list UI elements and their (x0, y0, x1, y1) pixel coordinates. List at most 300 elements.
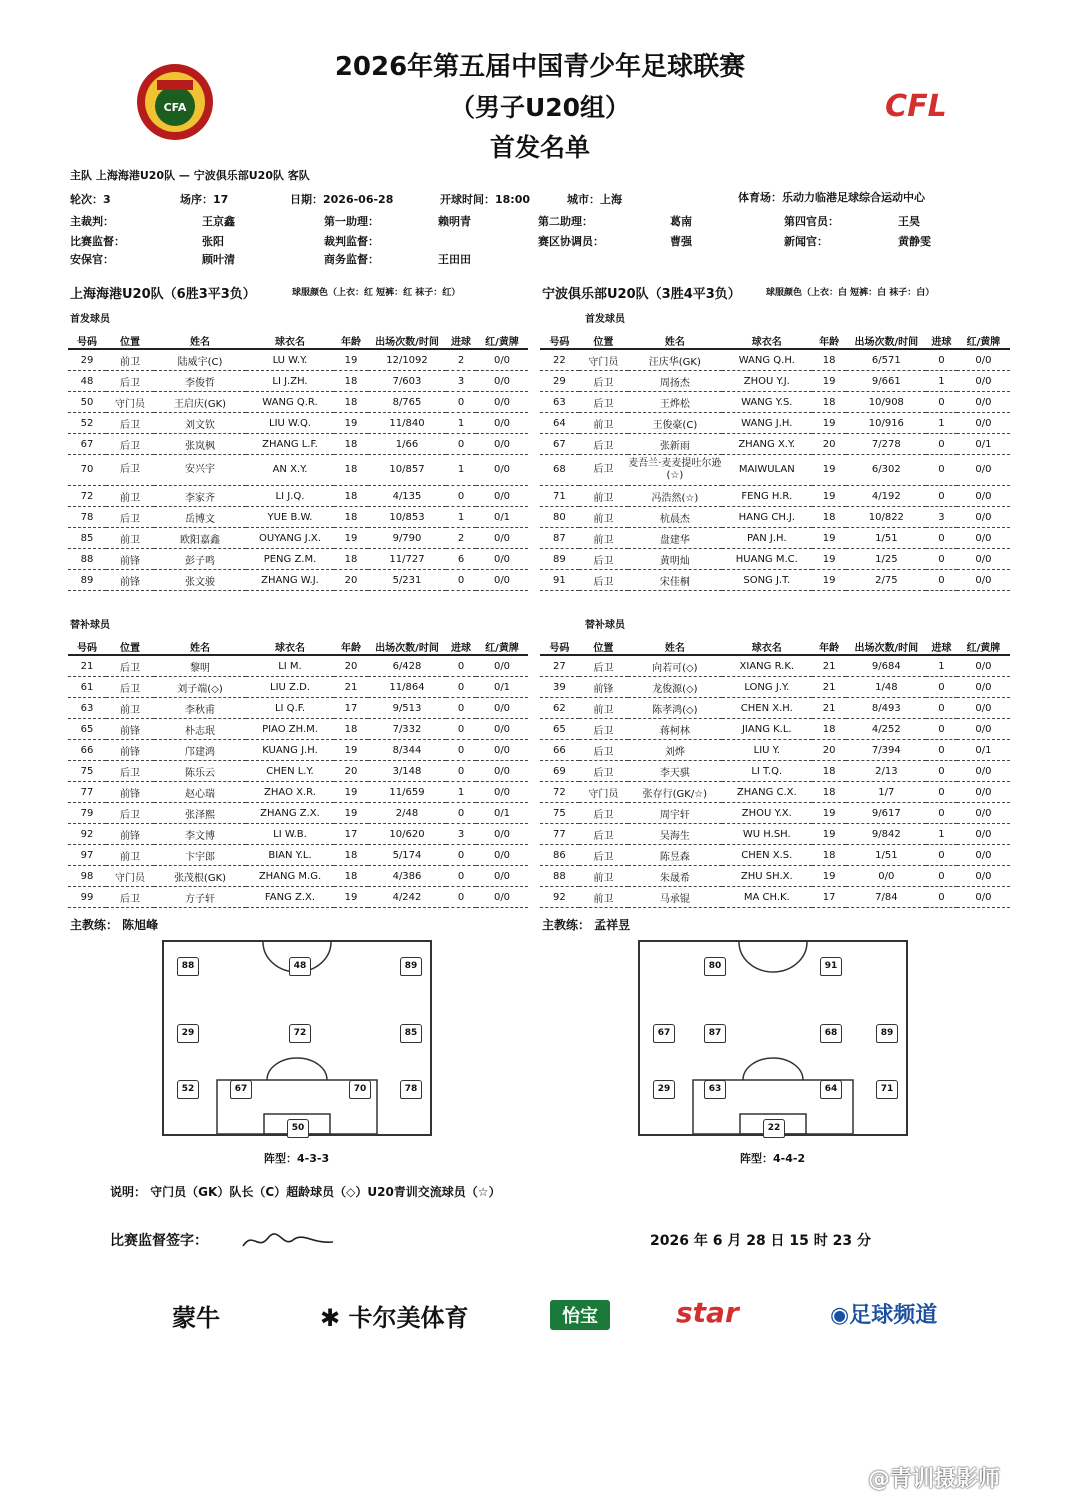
player-name: 张新雨 (628, 434, 722, 455)
player-age: 20 (812, 434, 847, 455)
player-age: 18 (334, 392, 368, 413)
player-name: 岳博文 (154, 507, 246, 528)
player-position: 前锋 (106, 740, 154, 761)
appearances: 7/278 (846, 434, 926, 455)
press-officer-label: 新闻官： (784, 235, 828, 248)
shirt-name: ZHOU Y.J. (722, 371, 812, 392)
player-jersey-icon: 80 (704, 957, 726, 976)
player-position: 后卫 (579, 824, 628, 845)
player-age: 18 (812, 782, 847, 803)
player-position: 前卫 (579, 413, 628, 434)
appearances: 1/48 (846, 677, 926, 698)
home-team-name: 上海海港U20队（6胜3平3负） (70, 287, 256, 302)
player-name: 冯浩然(☆) (628, 486, 722, 507)
column-header: 年龄 (812, 638, 847, 655)
player-row (540, 486, 1010, 507)
shirt-name: JIANG K.L. (722, 719, 812, 740)
player-age: 21 (812, 698, 847, 719)
goals: 0 (446, 655, 476, 677)
player-name: 杭晨杰 (628, 507, 722, 528)
goals: 0 (926, 434, 957, 455)
shirt-name: ZHANG L.F. (246, 434, 334, 455)
player-row (540, 507, 1010, 528)
column-header: 红/黄牌 (957, 332, 1010, 349)
player-position: 后卫 (106, 507, 154, 528)
player-name: 王烨松 (628, 392, 722, 413)
away-subs-table (540, 638, 1010, 908)
goals: 0 (926, 887, 957, 908)
cards: 0/0 (476, 455, 528, 486)
player-jersey-icon: 48 (289, 957, 311, 976)
player-number: 88 (68, 549, 106, 570)
player-row (68, 455, 528, 486)
shirt-name: WANG Q.H. (722, 349, 812, 371)
away-formation: 阵型：4-4-2 (740, 1152, 806, 1165)
goals: 0 (926, 486, 957, 507)
cards: 0/0 (957, 887, 1010, 908)
player-name: 黎明 (154, 655, 246, 677)
cards: 0/0 (476, 719, 528, 740)
player-age: 18 (812, 719, 847, 740)
player-number: 68 (540, 455, 579, 486)
player-name: 陈乐云 (154, 761, 246, 782)
cards: 0/0 (476, 434, 528, 455)
cards: 0/0 (957, 677, 1010, 698)
page-subtitle: （男子U20组） (449, 93, 631, 122)
cards: 0/0 (476, 761, 528, 782)
player-name: 邝建鸿 (154, 740, 246, 761)
player-position: 守门员 (579, 349, 628, 371)
shirt-name: ZHANG C.X. (722, 782, 812, 803)
goals: 0 (926, 698, 957, 719)
sponsor-star (676, 1296, 739, 1329)
goals: 2 (446, 349, 476, 371)
column-header: 年龄 (812, 332, 847, 349)
commercial-supervisor: 王田田 (438, 253, 471, 266)
city: 城市：上海 (567, 193, 622, 206)
security-officer: 顾叶清 (202, 253, 235, 266)
player-number: 62 (540, 698, 579, 719)
goals: 0 (446, 486, 476, 507)
appearances: 10/857 (368, 455, 446, 486)
goals: 0 (446, 866, 476, 887)
player-jersey-icon: 63 (704, 1080, 726, 1099)
cards: 0/0 (957, 655, 1010, 677)
player-row (540, 528, 1010, 549)
shirt-name: PAN J.H. (722, 528, 812, 549)
shirt-name: WANG Q.R. (246, 392, 334, 413)
player-position: 后卫 (106, 803, 154, 824)
appearances: 1/25 (846, 549, 926, 570)
column-header: 年龄 (334, 332, 368, 349)
player-name: 张文骏 (154, 570, 246, 591)
shirt-name: LU W.Y. (246, 349, 334, 371)
table-header (68, 638, 528, 655)
home-kit: 球服颜色（上衣：红 短裤：红 袜子：红） (292, 288, 461, 298)
player-age: 19 (812, 455, 847, 486)
player-name: 周扬杰 (628, 371, 722, 392)
cards: 0/0 (957, 455, 1010, 486)
appearances: 10/916 (846, 413, 926, 434)
player-jersey-icon: 64 (820, 1080, 842, 1099)
appearances: 6/302 (846, 455, 926, 486)
player-age: 18 (812, 761, 847, 782)
goals: 0 (926, 740, 957, 761)
appearances: 10/908 (846, 392, 926, 413)
appearances: 7/84 (846, 887, 926, 908)
player-position: 后卫 (579, 719, 628, 740)
player-number: 77 (540, 824, 579, 845)
player-number: 88 (540, 866, 579, 887)
cards: 0/0 (957, 349, 1010, 371)
sponsor-label: 怡宝 (562, 1306, 598, 1327)
player-number: 97 (68, 845, 106, 866)
shirt-name: LI T.Q. (722, 761, 812, 782)
player-age: 18 (334, 371, 368, 392)
appearances: 4/192 (846, 486, 926, 507)
appearances: 11/659 (368, 782, 446, 803)
player-name: 朱晟希 (628, 866, 722, 887)
player-position: 前锋 (106, 782, 154, 803)
player-row (540, 740, 1010, 761)
player-age: 19 (812, 486, 847, 507)
goals: 0 (926, 845, 957, 866)
player-name: 刘文钦 (154, 413, 246, 434)
player-name: 龙俊源(◇) (628, 677, 722, 698)
goals: 0 (926, 782, 957, 803)
player-name: 赵心瑞 (154, 782, 246, 803)
player-age: 20 (812, 740, 847, 761)
column-header: 出场次数/时间 (368, 638, 446, 655)
pitch-markings (640, 942, 906, 1134)
player-number: 79 (68, 803, 106, 824)
appearances: 5/231 (368, 570, 446, 591)
column-header: 球衣名 (246, 638, 334, 655)
player-name: 向若可(◇) (628, 655, 722, 677)
player-name: 王俊豪(C) (628, 413, 722, 434)
player-jersey-icon: 29 (653, 1080, 675, 1099)
player-row (540, 677, 1010, 698)
shirt-name: HUANG M.C. (722, 549, 812, 570)
goals: 0 (926, 549, 957, 570)
appearances: 9/661 (846, 371, 926, 392)
player-age: 18 (812, 845, 847, 866)
column-header: 姓名 (154, 638, 246, 655)
goals: 0 (926, 677, 957, 698)
goals: 0 (926, 392, 957, 413)
player-row (540, 434, 1010, 455)
player-row (68, 434, 528, 455)
player-position: 前卫 (579, 698, 628, 719)
player-number: 70 (68, 455, 106, 486)
column-header: 号码 (540, 638, 579, 655)
player-position: 后卫 (106, 434, 154, 455)
player-position: 后卫 (579, 549, 628, 570)
appearances: 1/51 (846, 845, 926, 866)
cards: 0/0 (476, 866, 528, 887)
column-header: 红/黄牌 (476, 332, 528, 349)
player-jersey-icon: 70 (349, 1080, 371, 1099)
player-position: 后卫 (579, 761, 628, 782)
home-coach: 主教练： 陈旭峰 (70, 918, 159, 932)
cards: 0/1 (476, 803, 528, 824)
player-age: 19 (334, 782, 368, 803)
shirt-name: LI Q.F. (246, 698, 334, 719)
shirt-name: CHEN X.H. (722, 698, 812, 719)
column-header: 姓名 (154, 332, 246, 349)
player-position: 后卫 (106, 371, 154, 392)
appearances: 7/394 (846, 740, 926, 761)
player-jersey-icon: 85 (400, 1024, 422, 1043)
appearances: 0/0 (846, 866, 926, 887)
player-row (540, 392, 1010, 413)
player-position: 守门员 (579, 782, 628, 803)
player-row (68, 349, 528, 371)
cards: 0/0 (957, 866, 1010, 887)
goals: 0 (926, 803, 957, 824)
sponsor-mengniu (172, 1298, 220, 1333)
coordinator-label: 赛区协调员： (538, 235, 604, 248)
player-jersey-icon: 91 (820, 957, 842, 976)
appearances: 10/822 (846, 507, 926, 528)
player-jersey-icon: 88 (177, 957, 199, 976)
shirt-name: SONG J.T. (722, 570, 812, 591)
watermark: @青训摄影师 (868, 1467, 1001, 1492)
player-row (540, 803, 1010, 824)
cards: 0/0 (476, 845, 528, 866)
column-header: 球衣名 (722, 638, 812, 655)
shirt-name: ZHANG X.Y. (722, 434, 812, 455)
player-row (68, 845, 528, 866)
player-age: 17 (334, 698, 368, 719)
shirt-name: LONG J.Y. (722, 677, 812, 698)
column-header: 号码 (68, 638, 106, 655)
player-name: 方子轩 (154, 887, 246, 908)
player-number: 22 (540, 349, 579, 371)
player-name: 卞宇郎 (154, 845, 246, 866)
player-position: 前卫 (106, 528, 154, 549)
player-row (68, 824, 528, 845)
shirt-name: CHEN L.Y. (246, 761, 334, 782)
player-position: 前卫 (106, 845, 154, 866)
player-row (68, 392, 528, 413)
player-number: 29 (68, 349, 106, 371)
player-name: 宋佳桐 (628, 570, 722, 591)
player-position: 前卫 (579, 486, 628, 507)
ar2: 葛南 (670, 215, 692, 228)
shirt-name: FANG Z.X. (246, 887, 334, 908)
shirt-name: WANG Y.S. (722, 392, 812, 413)
cards: 0/0 (957, 413, 1010, 434)
shirt-name: BIAN Y.L. (246, 845, 334, 866)
goals: 0 (446, 570, 476, 591)
appearances: 2/13 (846, 761, 926, 782)
sign-datetime: 2026 年 6 月 28 日 15 时 23 分 (650, 1233, 872, 1249)
player-age: 18 (334, 549, 368, 570)
goals: 2 (446, 528, 476, 549)
player-age: 18 (812, 507, 847, 528)
ar2-label: 第二助理： (538, 215, 593, 228)
player-number: 75 (540, 803, 579, 824)
shirt-name: YUE B.W. (246, 507, 334, 528)
player-number: 66 (68, 740, 106, 761)
player-name: 李文博 (154, 824, 246, 845)
player-position: 后卫 (579, 803, 628, 824)
player-age: 20 (334, 761, 368, 782)
cards: 0/0 (476, 486, 528, 507)
goals: 6 (446, 549, 476, 570)
home-formation: 阵型：4-3-3 (264, 1152, 330, 1165)
player-jersey-icon: 72 (289, 1024, 311, 1043)
venue: 体育场：乐动力临港足球综合运动中心 (738, 191, 925, 204)
player-row (540, 570, 1010, 591)
player-number: 80 (540, 507, 579, 528)
sponsor-cestbon (550, 1300, 610, 1330)
player-position: 后卫 (106, 455, 154, 486)
player-jersey-icon: 29 (177, 1024, 199, 1043)
player-position: 守门员 (106, 866, 154, 887)
column-header: 位置 (106, 332, 154, 349)
player-position: 前锋 (106, 824, 154, 845)
cards: 0/1 (476, 507, 528, 528)
player-row (540, 719, 1010, 740)
player-row (68, 803, 528, 824)
shirt-name: ZHANG M.G. (246, 866, 334, 887)
player-position: 后卫 (579, 392, 628, 413)
appearances: 8/344 (368, 740, 446, 761)
cards: 0/0 (957, 803, 1010, 824)
appearances: 10/620 (368, 824, 446, 845)
shirt-name: CHEN X.S. (722, 845, 812, 866)
player-number: 65 (540, 719, 579, 740)
player-number: 85 (68, 528, 106, 549)
appearances: 4/135 (368, 486, 446, 507)
player-age: 18 (334, 507, 368, 528)
player-name: 陈孝鸿(◇) (628, 698, 722, 719)
appearances: 8/765 (368, 392, 446, 413)
referee-label: 主裁判： (70, 215, 114, 228)
cards: 0/0 (957, 845, 1010, 866)
player-position: 守门员 (106, 392, 154, 413)
goals: 0 (446, 761, 476, 782)
player-number: 77 (68, 782, 106, 803)
cards: 0/0 (957, 824, 1010, 845)
player-row (68, 507, 528, 528)
goals: 0 (926, 719, 957, 740)
player-name: 李天骐 (628, 761, 722, 782)
player-name: 黄明灿 (628, 549, 722, 570)
table-header (68, 332, 528, 349)
player-row (68, 549, 528, 570)
player-name: 陆威宇(C) (154, 349, 246, 371)
player-name: 李俊哲 (154, 371, 246, 392)
player-name: 盘建华 (628, 528, 722, 549)
column-header: 姓名 (628, 332, 722, 349)
column-header: 进球 (446, 638, 476, 655)
player-number: 71 (540, 486, 579, 507)
appearances: 6/571 (846, 349, 926, 371)
column-header: 姓名 (628, 638, 722, 655)
match-seq: 场序：17 (180, 193, 229, 206)
player-age: 20 (334, 655, 368, 677)
fourth-official-label: 第四官员： (784, 215, 839, 228)
cards: 0/0 (957, 761, 1010, 782)
player-age: 19 (812, 803, 847, 824)
goals: 0 (446, 677, 476, 698)
player-jersey-icon: 89 (400, 957, 422, 976)
goals: 0 (926, 761, 957, 782)
sponsor-football-channel (830, 1298, 937, 1329)
cards: 0/0 (476, 413, 528, 434)
cards: 0/0 (476, 570, 528, 591)
player-number: 91 (540, 570, 579, 591)
player-number: 92 (68, 824, 106, 845)
cards: 0/0 (957, 392, 1010, 413)
column-header: 进球 (926, 638, 957, 655)
player-age: 17 (812, 887, 847, 908)
appearances: 1/51 (846, 528, 926, 549)
appearances: 11/864 (368, 677, 446, 698)
cards: 0/0 (476, 549, 528, 570)
player-name: 蒋柯林 (628, 719, 722, 740)
player-number: 63 (68, 698, 106, 719)
appearances: 2/75 (846, 570, 926, 591)
player-position: 前卫 (106, 698, 154, 719)
goals: 0 (446, 719, 476, 740)
goals: 0 (446, 434, 476, 455)
player-number: 75 (68, 761, 106, 782)
cards: 0/0 (957, 528, 1010, 549)
shirt-name: WANG J.H. (722, 413, 812, 434)
goals: 0 (446, 392, 476, 413)
player-position: 后卫 (579, 740, 628, 761)
ref-assessor-label: 裁判监督： (324, 235, 379, 248)
goals: 0 (446, 887, 476, 908)
away-formation-pitch (638, 940, 908, 1136)
appearances: 8/493 (846, 698, 926, 719)
home-starters-label: 首发球员 (70, 314, 110, 325)
ar1-label: 第一助理： (324, 215, 379, 228)
cards: 0/0 (476, 698, 528, 719)
shirt-name: HANG CH.J. (722, 507, 812, 528)
player-jersey-icon: 50 (287, 1119, 309, 1138)
player-position: 后卫 (579, 570, 628, 591)
goals: 0 (446, 803, 476, 824)
supervisor-label: 比赛监督： (70, 235, 125, 248)
player-row (68, 866, 528, 887)
player-position: 前锋 (106, 549, 154, 570)
goals: 1 (446, 455, 476, 486)
player-name: 麦吾兰·麦麦提吐尔逊(☆) (628, 455, 722, 486)
away-starters-table (540, 332, 1010, 591)
shirt-name: LIU Z.D. (246, 677, 334, 698)
appearances: 7/332 (368, 719, 446, 740)
fourth-official: 王昊 (898, 215, 920, 228)
column-header: 球衣名 (246, 332, 334, 349)
player-position: 前卫 (106, 349, 154, 371)
player-row (68, 486, 528, 507)
column-header: 进球 (926, 332, 957, 349)
shirt-name: LI W.B. (246, 824, 334, 845)
player-name: 安兴宇 (154, 455, 246, 486)
away-subs-label: 替补球员 (585, 620, 625, 631)
player-position: 后卫 (579, 455, 628, 486)
svg-text:CFL: CFL (885, 89, 947, 124)
goals: 0 (446, 845, 476, 866)
appearances: 5/174 (368, 845, 446, 866)
player-row (68, 528, 528, 549)
shirt-name: LIU W.Q. (246, 413, 334, 434)
